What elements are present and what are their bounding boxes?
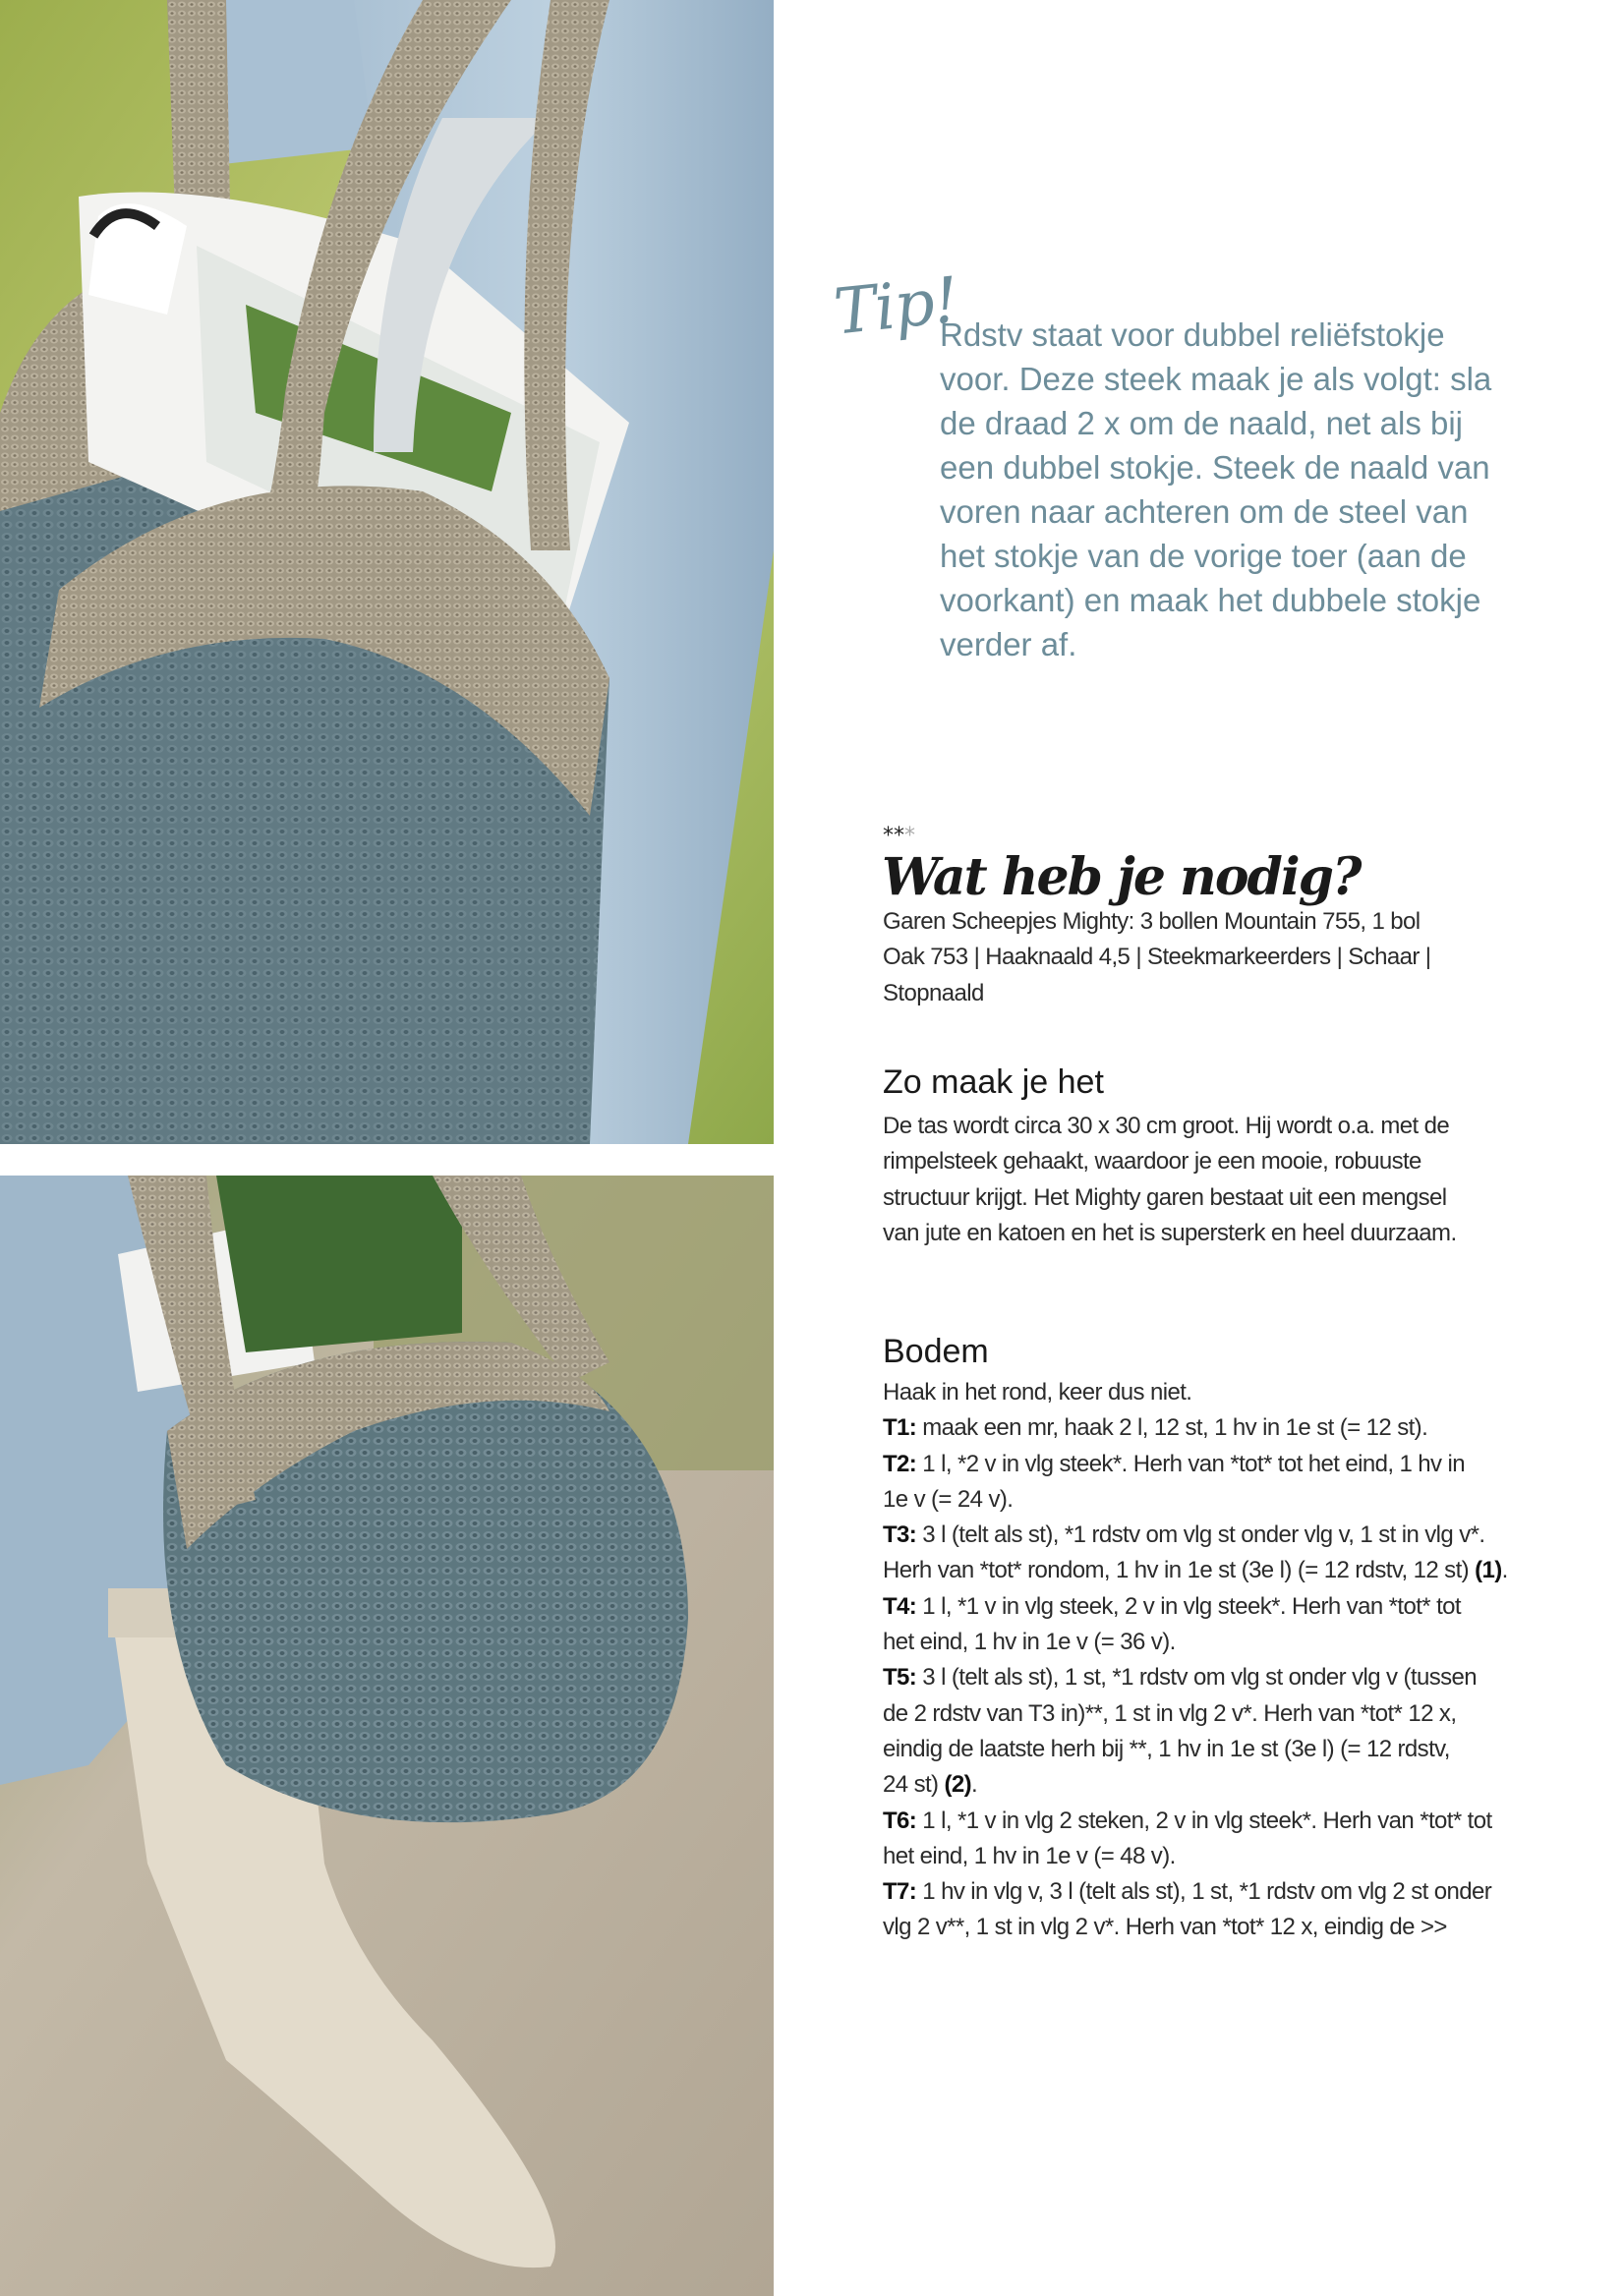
tip-line: Rdstv staat voor dubbel reliëfstokje xyxy=(940,316,1445,353)
make-heading: Zo maak je het xyxy=(883,1063,1104,1101)
bodem-line: T2: 1 l, *2 v in vlg steek*. Herh van *tot* tot het eind, 1 hv in xyxy=(883,1450,1465,1477)
bodem-line: Haak in het rond, keer dus niet. xyxy=(883,1379,1192,1406)
needs-line: Oak 753 | Haaknaald 4,5 | Steekmarkeerders | Schaar | xyxy=(883,944,1431,971)
make-line: structuur krijgt. Het Mighty garen bestaat uit een mengsel xyxy=(883,1183,1447,1211)
tip-label: Tip! xyxy=(831,263,961,350)
difficulty-empty-star: * xyxy=(904,824,915,848)
tip-line: het stokje van de vorige toer (aan de xyxy=(940,538,1467,574)
needs-line: Stopnaald xyxy=(883,979,984,1006)
bodem-line: het eind, 1 hv in 1e v (= 48 v). xyxy=(883,1842,1176,1869)
needs-line: Garen Scheepjes Mighty: 3 bollen Mountain 755, 1 bol xyxy=(883,908,1421,935)
bodem-line: de 2 rdstv van T3 in)**, 1 st in vlg 2 v*. Herh van *tot* 12 x, xyxy=(883,1699,1457,1727)
bodem-line: 1e v (= 24 v). xyxy=(883,1485,1014,1513)
photo-top-bag-with-magazine xyxy=(0,0,774,1144)
make-line: De tas wordt circa 30 x 30 cm groot. Hij wordt o.a. met de xyxy=(883,1113,1450,1139)
bodem-line: T3: 3 l (telt als st), *1 rdstv om vlg st onder vlg v, 1 st in vlg v*. xyxy=(883,1521,1485,1549)
bodem-line: 24 st) (2). xyxy=(883,1771,978,1799)
needs-heading: Wat heb je nodig? xyxy=(882,847,1361,907)
tip-line: verder af. xyxy=(940,626,1077,662)
difficulty-filled-stars: ** xyxy=(883,824,904,848)
bodem-line: T1: maak een mr, haak 2 l, 12 st, 1 hv in 1e st (= 12 st). xyxy=(883,1414,1428,1442)
make-line: rimpelsteek gehaakt, waardoor je een mooie, robuuste xyxy=(883,1148,1421,1176)
tip-line: voor. Deze steek maak je als volgt: sla xyxy=(940,361,1492,397)
make-text xyxy=(883,1109,1512,1251)
difficulty-rating xyxy=(883,824,915,848)
bodem-line: T6: 1 l, *1 v in vlg 2 steken, 2 v in vlg steek*. Herh van *tot* tot xyxy=(883,1807,1492,1834)
photo-reference: (1) xyxy=(1475,1557,1502,1584)
bodem-line: T7: 1 hv in vlg v, 3 l (telt als st), 1 st, *1 rdstv om vlg 2 st onder xyxy=(883,1878,1492,1906)
tip-line: voren naar achteren om de steel van xyxy=(940,493,1469,530)
photo-bottom-bag-and-boot xyxy=(0,1176,774,2296)
tip-line: een dubbel stokje. Steek de naald van xyxy=(940,449,1490,486)
bodem-line: eindig de laatste herh bij **, 1 hv in 1e st (3e l) (= 12 rdstv, xyxy=(883,1735,1450,1762)
tip-text xyxy=(940,313,1530,666)
bodem-line: T4: 1 l, *1 v in vlg steek, 2 v in vlg steek*. Herh van *tot* tot xyxy=(883,1592,1461,1620)
bodem-line: T5: 3 l (telt als st), 1 st, *1 rdstv om vlg st onder vlg v (tussen xyxy=(883,1664,1478,1692)
photo-reference: (2) xyxy=(944,1771,972,1799)
make-line: van jute en katoen en het is supersterk en heel duurzaam. xyxy=(883,1219,1457,1246)
bodem-line: het eind, 1 hv in 1e v (= 36 v). xyxy=(883,1629,1176,1656)
boot-photo-illustration xyxy=(0,1176,774,2296)
tip-line: voorkant) en maak het dubbele stokje xyxy=(940,582,1481,618)
bodem-line: Herh van *tot* rondom, 1 hv in 1e st (3e l) (= 12 rdstv, 12 st) (1). xyxy=(883,1557,1508,1584)
needs-text xyxy=(883,904,1512,1011)
tip-line: de draad 2 x om de naald, net als bij xyxy=(940,405,1464,441)
bag-photo-illustration xyxy=(0,0,774,1144)
bodem-line: vlg 2 v**, 1 st in vlg 2 v*. Herh van *tot* 12 x, eindig de >> xyxy=(883,1914,1447,1941)
bodem-instructions xyxy=(883,1375,1512,1946)
bodem-heading: Bodem xyxy=(883,1333,989,1370)
